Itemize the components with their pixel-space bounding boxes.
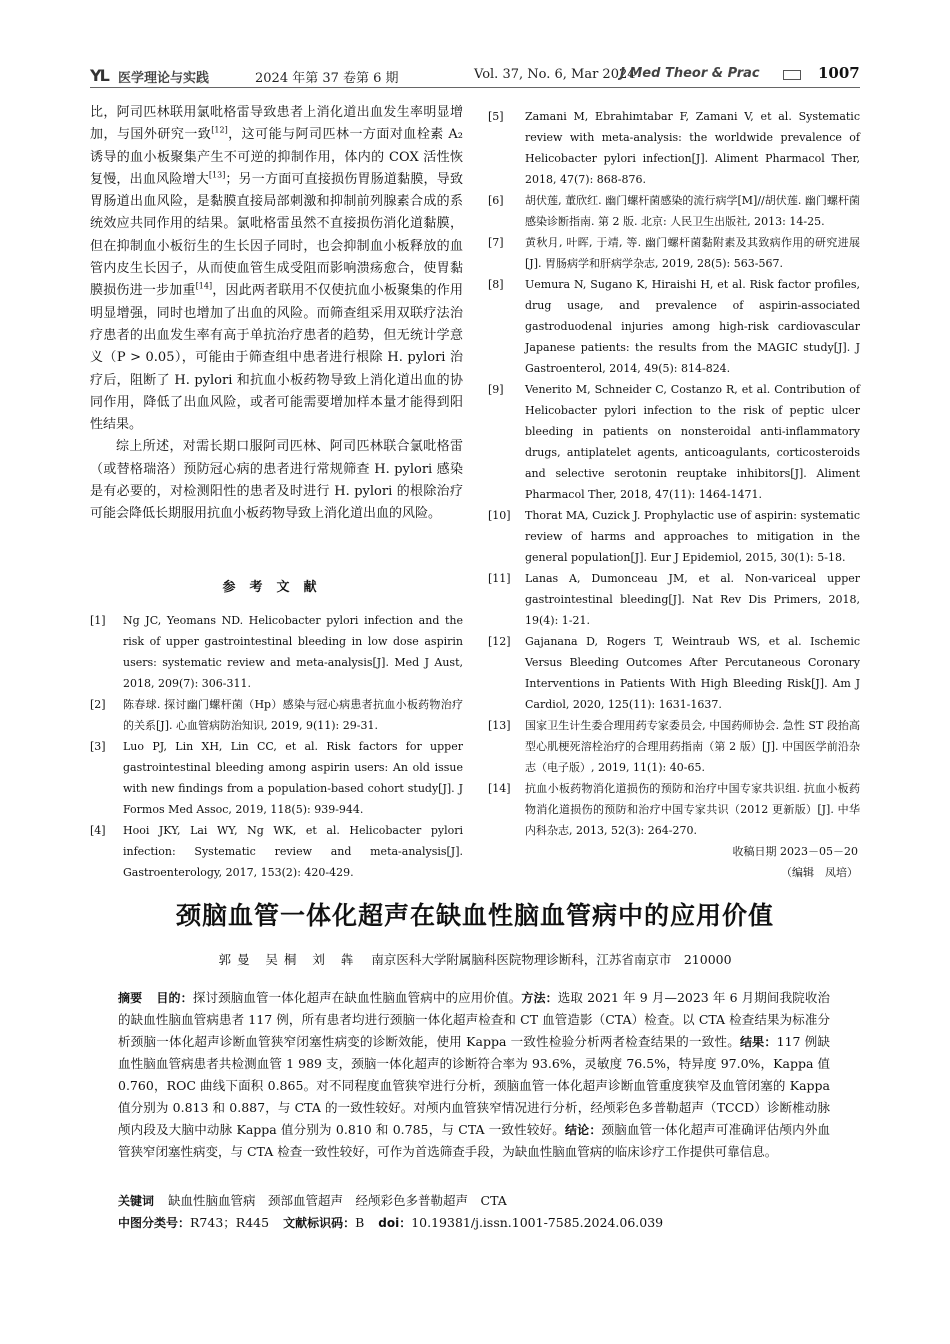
journal-logo: YL bbox=[90, 66, 108, 85]
reference-number: [3] bbox=[90, 740, 106, 753]
reference-text: 陈春球. 探讨幽门螺杆菌（Hp）感染与冠心病患者抗血小板药物治疗的关系[J]. 心血管病防治知识, 2019, 9(11): 29-31. bbox=[123, 698, 463, 732]
objective-label: 目的： bbox=[156, 991, 193, 1005]
citation-13: [13] bbox=[208, 170, 226, 180]
reference-text: Venerito M, Schneider C, Costanzo R, et al. Contribution of Helicobacter pylori infection to the risk of peptic ulcer bleeding in patients on nonsteroidal anti-inflammatory drugs, antiplatelet agents, anticoagulants, corticosteroids and selective serotonin reuptake inhibitors[J]. Aliment Pharmacol Ther, 2018, 47(11): 1464-1471. bbox=[525, 383, 860, 501]
reference-number: [9] bbox=[488, 383, 504, 396]
keywords-label: 关键词 bbox=[118, 1194, 155, 1208]
keywords-line bbox=[118, 1190, 830, 1212]
abstract bbox=[118, 987, 830, 1163]
reference-number: [2] bbox=[90, 698, 106, 711]
para1-part-a: 比，阿司匹林联用氯吡格雷导致患者上消化道出血发生率明显增加，与国外研究一致 bbox=[90, 105, 463, 143]
conclusion-label: 结论： bbox=[564, 1123, 602, 1137]
reference-number: [13] bbox=[488, 719, 511, 732]
doccode-label: 文献标识码： bbox=[283, 1216, 356, 1230]
reference-number: [12] bbox=[488, 635, 511, 648]
abstract-label: 摘要 bbox=[118, 991, 143, 1005]
class-label: 中图分类号： bbox=[118, 1216, 191, 1230]
reference-item bbox=[488, 778, 860, 841]
received-date: 收稿日期 2023－05－20 bbox=[732, 845, 858, 858]
reference-item bbox=[488, 232, 860, 274]
reference-item bbox=[488, 274, 860, 379]
reference-item bbox=[488, 631, 860, 715]
reference-item bbox=[90, 736, 463, 820]
reference-number: [6] bbox=[488, 194, 504, 207]
author-names: 郭曼 吴桐 刘 犇 bbox=[218, 952, 360, 967]
reference-text: Lanas A, Dumonceau JM, et al. Non-variceal upper gastrointestinal bleeding[J]. Nat Rev Dis Primers, 2018, 19(4): 1-21. bbox=[525, 572, 860, 627]
reference-text: Thorat MA, Cuzick J. Prophylactic use of aspirin: systematic review of harms and approaches to mitigation in the general population[J]. Eur J Epidemiol, 2015, 30(1): 5-18. bbox=[525, 509, 860, 564]
reference-number: [7] bbox=[488, 236, 504, 249]
reference-text: 国家卫生计生委合理用药专家委员会, 中国药师协会. 急性 ST 段抬高型心肌梗死溶栓治疗的合理用药指南（第 2 版）[J]. 中国医学前沿杂志（电子版）, 2019, 11(1): 40-65. bbox=[525, 719, 860, 774]
reference-text: Uemura N, Sugano K, Hiraishi H, et al. Risk factor profiles, drug usage, and prevalence of aspirin-associated gastroduodenal injuries among high-risk cardiovascular Japanese patients: the results from the MAGIC study[J]. J Gastroenterol, 2014, 49(5): 814-824. bbox=[525, 278, 860, 375]
reference-text: 抗血小板药物消化道损伤的预防和治疗中国专家共识组. 抗血小板药物消化道损伤的预防和治疗中国专家共识（2012 更新版）[J]. 中华内科杂志, 2013, 52(3): 264-270. bbox=[525, 782, 860, 837]
objective-text: 探讨颈脑血管一体化超声在缺血性脑血管病中的应用价值。 bbox=[192, 990, 522, 1005]
reference-item bbox=[488, 190, 860, 232]
citation-12: [12] bbox=[211, 125, 228, 135]
reference-number: [10] bbox=[488, 509, 511, 522]
conclusion-text: 颈脑血管一体化超声可准确评估颅内外血管狭窄闭塞性病变，与 CTA 检查一致性较好，可作为首选筛查手段，为缺血性脑血管病的临床诊疗工作提供可靠信息。 bbox=[118, 1122, 830, 1159]
reference-item bbox=[488, 505, 860, 568]
reference-text: Ng JC, Yeomans ND. Helicobacter pylori infection and the risk of upper gastrointestinal bleeding in low dose aspirin users: systematic review and meta-analysis[J]. Med J Aust, 2018, 209(7): 306-311. bbox=[123, 614, 463, 690]
reference-text: Zamani M, Ebrahimtabar F, Zamani V, et al. Systematic review with meta-analysis: the worldwide prevalence of Helicobacter pylori infection[J]. Aliment Pharmacol Ther, 2018, 47(7): 868-876. bbox=[525, 110, 860, 186]
article-title: 颈脑血管一体化超声在缺血性脑血管病中的应用价值 bbox=[175, 901, 774, 930]
results-text: 117 例缺血性脑血管病患者共检测血管 1 989 支，颈脑一体化超声的诊断符合率为 93.6%，灵敏度 76.5%，特异度 97.0%，Kappa 值 0.760，ROC 曲线下面积 0.865。对不同程度血管狭窄进行分析，颈脑血管一体化超声诊断血管重度狭窄及血管闭塞的 Kappa 值分别为 0.813 和 0.887，与 CTA 的一致性较好。对颅内血管狭窄情况进行分析，经颅彩色多普勒超声（TCCD）诊断椎动脉颅内段及大脑中动脉 Kappa 值分别为 0.810 和 0.785，与 CTA 一致性较好。 bbox=[118, 1034, 830, 1137]
issue-en: Vol. 37, No. 6, Mar 2024 bbox=[474, 67, 636, 82]
reference-text: Luo PJ, Lin XH, Lin CC, et al. Risk factors for upper gastrointestinal bleeding among aspirin users: An old issue with new findings from a population-based cohort study[J]. J Formos Med Assoc, 2019, 118(5): 939-944. bbox=[123, 740, 463, 816]
reference-number: [11] bbox=[488, 572, 511, 585]
editor-note: （编辑 凤培） bbox=[781, 866, 858, 879]
doccode-value: B bbox=[355, 1215, 365, 1230]
citation-14: [14] bbox=[195, 282, 213, 292]
references-heading: 参考文献 bbox=[222, 580, 331, 595]
author-line bbox=[60, 950, 890, 968]
para1-part-d: ，因此两者联用不仅使抗血小板聚集的作用明显增强，同时也增加了出血的风险。而筛查组采用双联疗法治疗患者的出血发生率有高于单抗治疗患者的趋势，但无统计学意义（P > 0.05），可能由于筛查组中患者进行根除 H. pylori 治疗后，阻断了 H. pylori 和抗血小板药物导致上消化道出血的协同作用，降低了出血风险，或者可能需要增加样本量才能得到阳性结果。 bbox=[90, 283, 463, 433]
header-divider bbox=[90, 87, 860, 88]
para1-part-b: ，这可能与阿司匹林一方面对血栓素 A₂ 诱导的血小板聚集产生不可逆的抑制作用，体内的 COX 活性恢复慢，出血风险增大 bbox=[90, 127, 463, 187]
reference-text: 胡伏莲, 董欣红. 幽门螺杆菌感染的流行病学[M]//胡伏莲. 幽门螺杆菌感染诊断指南. 第 2 版. 北京: 人民卫生出版社, 2013: 14-25. bbox=[525, 194, 860, 228]
doi-value: 10.19381/j.issn.1001-7585.2024.06.039 bbox=[411, 1215, 664, 1230]
methods-text: 选取 2021 年 9 月—2023 年 6 月期间我院收治的缺血性脑血管病患者 117 例，所有患者均进行颈脑一体化超声检查和 CT 血管造影（CTA）检查。以 CTA 检查结果为标准分析颈脑一体化超声诊断血管狭窄闭塞性病变的诊断效能，使用 Kappa 一致性检验分析两者检查结果的一致性。 bbox=[118, 990, 830, 1049]
classification-line bbox=[118, 1212, 830, 1234]
reference-number: [14] bbox=[488, 782, 511, 795]
results-label: 结果： bbox=[739, 1035, 777, 1049]
reference-item bbox=[90, 610, 463, 694]
methods-label: 方法： bbox=[521, 991, 558, 1005]
reference-text: Gajanana D, Rogers T, Weintraub WS, et al. Ischemic Versus Bleeding Outcomes After Percutaneous Coronary Interventions in Patients With High Bleeding Risk[J]. Am J Cardiol, 2020, 125(11): 1631-1637. bbox=[525, 635, 860, 711]
running-header bbox=[90, 64, 860, 86]
references-list-right bbox=[488, 106, 860, 883]
body-paragraph-2: 综上所述，对需长期口服阿司匹林、阿司匹林联合氯吡格雷（或替格瑞洛）预防冠心病的患者进行常规筛查 H. pylori 感染是有必要的，对检测阳性的患者及时进行 H. pylori 的根除治疗可能会降低长期服用抗血小板药物导致上消化道出血的风险。 bbox=[90, 439, 463, 522]
reference-item bbox=[488, 106, 860, 190]
author-affiliation: 南京医科大学附属脑科医院物理诊断科，江苏省南京市 210000 bbox=[371, 952, 732, 967]
page-number: 1007 bbox=[818, 64, 860, 82]
reference-item bbox=[488, 379, 860, 505]
header-box-icon bbox=[783, 70, 801, 80]
reference-item bbox=[488, 715, 860, 778]
keywords-text: 缺血性脑血管病 颈部血管超声 经颅彩色多普勒超声 CTA bbox=[168, 1193, 507, 1208]
reference-text: Hooi JKY, Lai WY, Ng WK, et al. Helicobacter pylori infection: Systematic review and meta-analysis[J]. Gastroenterology, 2017, 153(2): 420-429. bbox=[123, 824, 463, 879]
reference-number: [8] bbox=[488, 278, 504, 291]
doi-label: doi： bbox=[378, 1216, 412, 1230]
left-column bbox=[90, 102, 463, 526]
para1-part-c: ；另一方面可直接损伤胃肠道黏膜，导致胃肠道出血风险，是黏膜直接局部刺激和抑制前列腺素合成的系统效应共同作用的结果。氯吡格雷虽然不直接损伤消化道黏膜，但在抑制血小板衍生的生长因子同时，也会抑制血小板释放的血管内皮生长因子，从而使血管生成受阻而影响溃疡愈合，使胃黏膜损伤进一步加重 bbox=[90, 171, 463, 299]
reference-item bbox=[90, 694, 463, 736]
issue-cn: 2024 年第 37 卷第 6 期 bbox=[255, 71, 399, 86]
body-paragraph-1 bbox=[90, 102, 463, 436]
class-value: R743；R445 bbox=[190, 1215, 270, 1230]
reference-number: [4] bbox=[90, 824, 106, 837]
reference-item bbox=[488, 568, 860, 631]
references-list-left bbox=[90, 610, 463, 883]
journal-name: 医学理论与实践 bbox=[118, 71, 210, 86]
reference-item bbox=[90, 820, 463, 883]
reference-text: 黄秋月, 叶晖, 于靖, 等. 幽门螺杆菌黏附素及其致病作用的研究进展[J]. 胃肠病学和肝病学杂志, 2019, 28(5): 563-567. bbox=[525, 236, 860, 270]
journal-abbr: J Med Theor & Prac bbox=[620, 66, 760, 81]
reference-number: [1] bbox=[90, 614, 106, 627]
reference-number: [5] bbox=[488, 110, 504, 123]
